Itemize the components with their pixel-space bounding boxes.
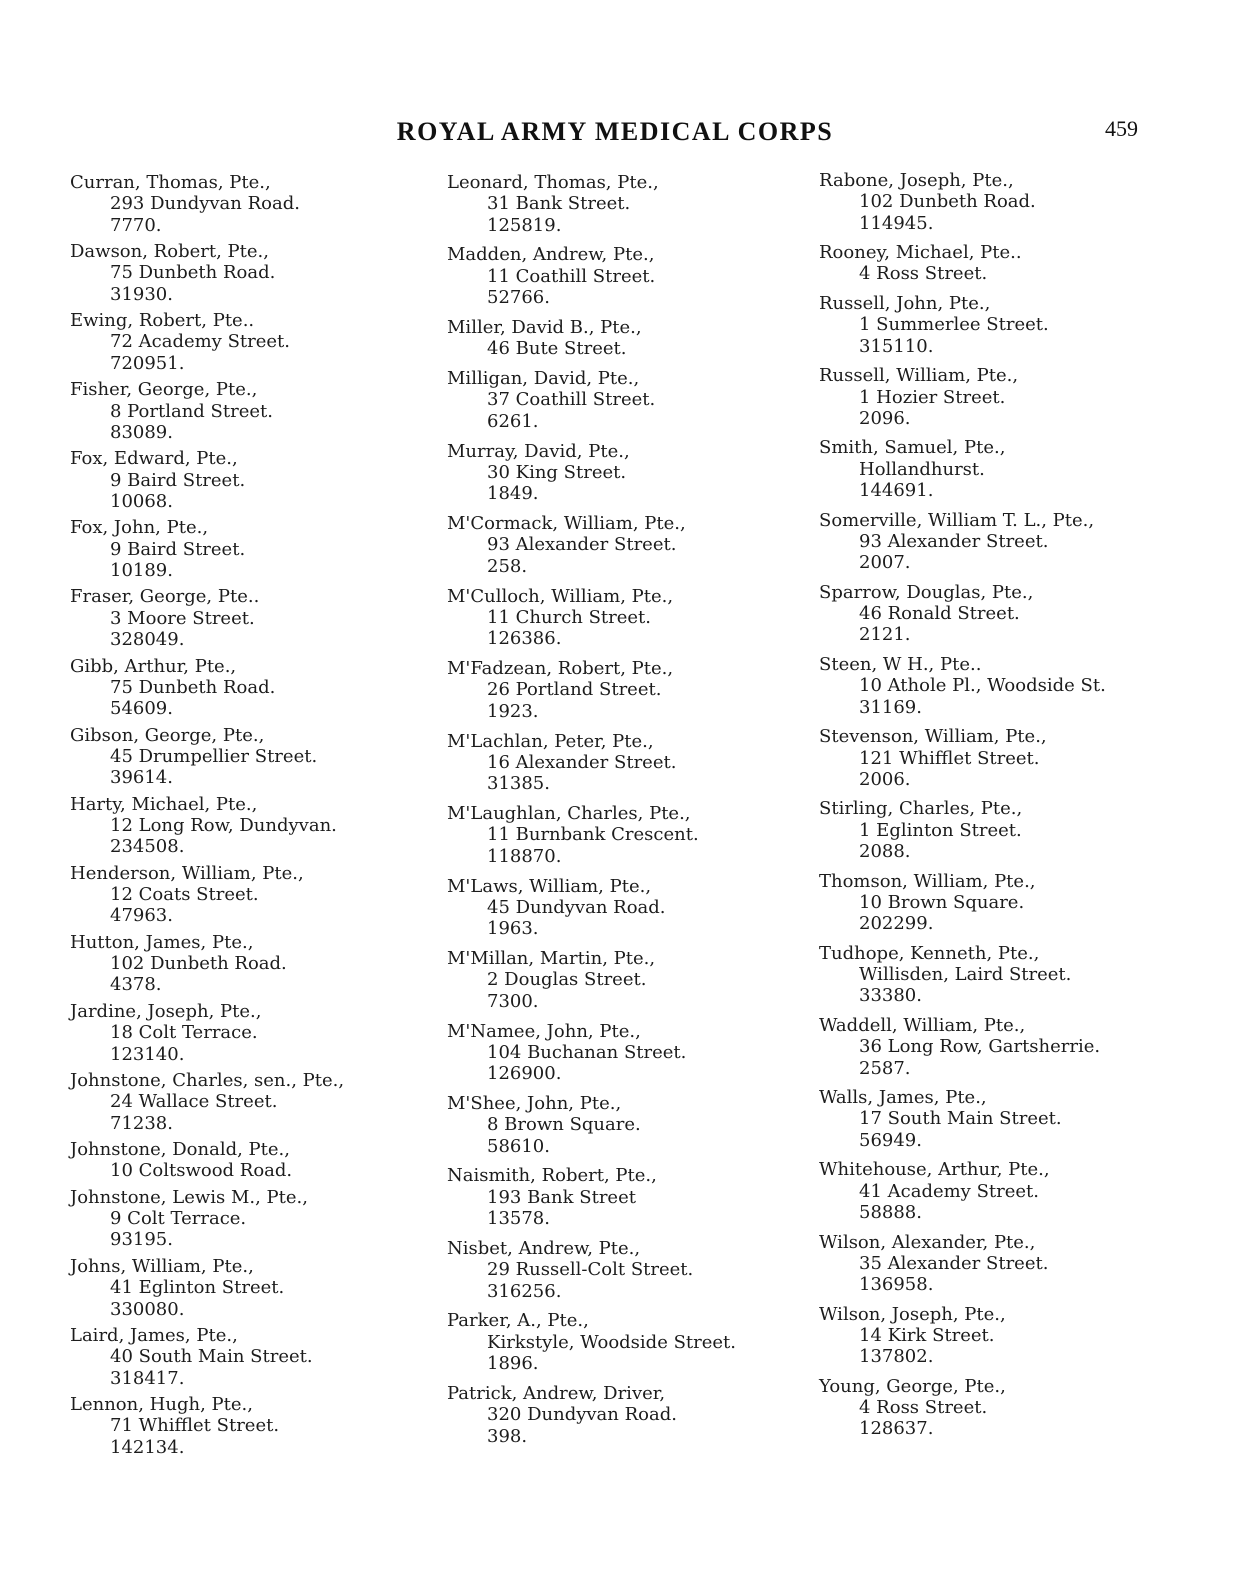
entry-name: Stirling, Charles, Pte., xyxy=(819,798,1023,820)
roll-entry xyxy=(445,1383,736,1447)
entry-service-number: 47963. xyxy=(110,905,173,927)
roll-entry xyxy=(445,1238,736,1302)
entry-service-number: 31385. xyxy=(487,773,550,795)
entry-name: Naismith, Robert, Pte., xyxy=(447,1165,657,1187)
entry-name: Fraser, George, Pte.. xyxy=(70,586,260,608)
entry-name: Lennon, Hugh, Pte., xyxy=(70,1394,253,1416)
entry-service-number: 56949. xyxy=(859,1129,922,1151)
entry-address: 41 Academy Street. xyxy=(859,1180,1039,1202)
entry-address: Hollandhurst. xyxy=(859,458,985,480)
roll-entry xyxy=(817,1232,1106,1296)
roll-entry xyxy=(68,1325,344,1389)
roll-entry xyxy=(68,1394,344,1458)
roll-entry xyxy=(445,586,736,650)
roll-entry xyxy=(68,1001,344,1065)
entry-service-number: 2007. xyxy=(859,552,911,574)
entry-address: 9 Colt Terrace. xyxy=(110,1208,247,1230)
entry-name: Patrick, Andrew, Driver, xyxy=(447,1382,666,1404)
entry-address: 16 Alexander Street. xyxy=(487,751,677,773)
entry-name: Whitehouse, Arthur, Pte., xyxy=(819,1159,1050,1181)
entry-address: 14 Kirk Street. xyxy=(859,1325,995,1346)
entry-address: 17 South Main Street. xyxy=(859,1108,1062,1130)
entry-name: Johnstone, Charles, sen., Pte., xyxy=(70,1070,345,1092)
entry-service-number: 33380. xyxy=(859,985,922,1007)
entry-name: Smith, Samuel, Pte., xyxy=(819,437,1006,459)
entry-service-number: 318417. xyxy=(110,1367,185,1389)
entry-name: M'Shee, John, Pte., xyxy=(447,1093,622,1114)
entry-service-number: 71238. xyxy=(110,1112,173,1134)
roll-entry xyxy=(68,794,344,858)
entry-name: Murray, David, Pte., xyxy=(447,440,630,462)
entry-service-number: 2096. xyxy=(859,407,911,429)
entry-service-number: 126900. xyxy=(487,1063,562,1085)
entry-service-number: 125819. xyxy=(487,214,562,236)
roll-entry xyxy=(68,656,344,720)
entry-name: Fox, Edward, Pte., xyxy=(70,448,238,470)
entry-name: Russell, John, Pte., xyxy=(819,293,991,315)
entry-name: M'Laughlan, Charles, Pte., xyxy=(447,803,691,825)
entry-name: Hutton, James, Pte., xyxy=(70,931,254,953)
entry-name: Leonard, Thomas, Pte., xyxy=(447,172,659,193)
entry-address: 46 Bute Street. xyxy=(487,338,627,360)
entry-name: M'Cormack, William, Pte., xyxy=(447,513,686,535)
roll-entry xyxy=(817,726,1106,790)
roll-entry xyxy=(817,242,1106,285)
roll-entry xyxy=(817,1087,1106,1151)
entry-service-number: 39614. xyxy=(110,767,173,789)
entry-address: Kirkstyle, Woodside Street. xyxy=(487,1331,737,1353)
roll-entry xyxy=(445,513,736,577)
entry-address: 10 Coltswood Road. xyxy=(110,1160,293,1182)
entry-name: Rabone, Joseph, Pte., xyxy=(819,170,1014,191)
entry-name: Gibson, George, Pte., xyxy=(70,724,265,746)
entry-service-number: 6261. xyxy=(487,410,539,432)
entry-name: Thomson, William, Pte., xyxy=(819,870,1036,892)
entry-name: Johnstone, Lewis M., Pte., xyxy=(70,1186,308,1208)
entry-address: 37 Coathill Street. xyxy=(487,389,656,411)
roll-entry xyxy=(445,658,736,722)
entry-address: 4 Ross Street. xyxy=(859,1397,988,1419)
entry-name: Ewing, Robert, Pte.. xyxy=(70,310,255,332)
entry-name: Gibb, Arthur, Pte., xyxy=(70,655,237,677)
entry-service-number: 144691. xyxy=(859,480,934,502)
entry-address: 104 Buchanan Street. xyxy=(487,1041,687,1063)
roll-entry xyxy=(445,948,736,1012)
entry-service-number: 10189. xyxy=(110,559,173,581)
entry-address: 12 Long Row, Dundyvan. xyxy=(110,815,337,836)
entry-service-number: 136958. xyxy=(859,1274,934,1296)
entry-service-number: 1963. xyxy=(487,918,539,940)
entry-address: 41 Eglinton Street. xyxy=(110,1277,285,1299)
entry-address: 102 Dunbeth Road. xyxy=(859,191,1036,213)
entry-address: 11 Church Street. xyxy=(487,606,652,628)
entry-service-number: 330080. xyxy=(110,1298,185,1320)
roll-entry xyxy=(445,441,736,505)
roll-entry xyxy=(445,317,736,360)
roll-entry xyxy=(68,1070,344,1134)
entry-address: 46 Ronald Street. xyxy=(859,603,1020,625)
entry-address: 11 Burnbank Crescent. xyxy=(487,824,699,846)
entry-service-number: 83089. xyxy=(110,421,173,443)
roll-entry xyxy=(817,170,1106,234)
entry-name: Somerville, William T. L., Pte., xyxy=(819,509,1095,531)
roll-entry xyxy=(68,1187,344,1251)
entry-name: Madden, Andrew, Pte., xyxy=(447,244,655,266)
roll-entry xyxy=(817,943,1106,1007)
entry-service-number: 316256. xyxy=(487,1280,562,1302)
entry-address: 93 Alexander Street. xyxy=(487,534,677,556)
entry-address: 193 Bank Street xyxy=(487,1186,636,1208)
entry-name: Henderson, William, Pte., xyxy=(70,862,304,884)
entry-service-number: 54609. xyxy=(110,698,173,720)
entry-address: 45 Dundyvan Road. xyxy=(487,896,666,918)
entry-service-number: 202299. xyxy=(859,913,934,935)
entry-service-number: 137802. xyxy=(859,1346,934,1368)
entry-address: 320 Dundyvan Road. xyxy=(487,1404,677,1426)
entry-address: 12 Coats Street. xyxy=(110,884,259,906)
roll-entry xyxy=(445,1165,736,1229)
roll-entry xyxy=(68,379,344,443)
entry-service-number: 10068. xyxy=(110,490,173,512)
entry-name: Johnstone, Donald, Pte., xyxy=(70,1139,290,1161)
entry-name: Stevenson, William, Pte., xyxy=(819,726,1047,748)
entry-address: 35 Alexander Street. xyxy=(859,1252,1049,1274)
entry-address: 29 Russell-Colt Street. xyxy=(487,1259,694,1281)
entry-name: Curran, Thomas, Pte., xyxy=(70,172,271,193)
entry-service-number: 31169. xyxy=(859,696,922,718)
entry-service-number: 2121. xyxy=(859,624,911,646)
roll-entry xyxy=(817,437,1106,501)
entry-service-number: 31930. xyxy=(110,283,173,305)
entry-service-number: 128637. xyxy=(859,1418,934,1440)
roll-entry xyxy=(445,731,736,795)
roll-entry xyxy=(445,876,736,940)
roll-entry xyxy=(68,517,344,581)
entry-name: Walls, James, Pte., xyxy=(819,1087,987,1109)
entry-service-number: 1849. xyxy=(487,483,539,505)
entry-service-number: 114945. xyxy=(859,212,934,234)
page-title: ROYAL ARMY MEDICAL CORPS xyxy=(396,117,834,146)
roll-entry xyxy=(68,448,344,512)
roll-entry xyxy=(817,365,1106,429)
entry-service-number: 7300. xyxy=(487,990,539,1012)
roll-entry xyxy=(817,1376,1106,1440)
entry-name: Russell, William, Pte., xyxy=(819,365,1019,387)
entry-name: Waddell, William, Pte., xyxy=(819,1014,1026,1036)
entry-service-number: 1923. xyxy=(487,700,539,722)
roll-entry xyxy=(445,172,736,236)
entry-name: M'Millan, Martin, Pte., xyxy=(447,948,656,970)
entry-service-number: 1896. xyxy=(487,1353,539,1375)
entry-address: 8 Portland Street. xyxy=(110,400,273,422)
roll-entry xyxy=(445,368,736,432)
roll-entry xyxy=(445,803,736,867)
roll-entry xyxy=(817,871,1106,935)
entry-address: 1 Eglinton Street. xyxy=(859,819,1022,841)
entry-address: 72 Academy Street. xyxy=(110,331,290,353)
entry-address: 36 Long Row, Gartsherrie. xyxy=(859,1036,1101,1058)
entry-address: 1 Hozier Street. xyxy=(859,386,1006,408)
column-2 xyxy=(445,172,736,1455)
entry-address: Willisden, Laird Street. xyxy=(859,964,1072,986)
roll-entry xyxy=(817,1015,1106,1079)
roll-entry xyxy=(817,1159,1106,1223)
entry-name: Johns, William, Pte., xyxy=(70,1255,254,1277)
roll-entry xyxy=(817,582,1106,646)
entry-address: 75 Dunbeth Road. xyxy=(110,262,276,284)
entry-name: Young, George, Pte., xyxy=(819,1375,1006,1397)
entry-address: 8 Brown Square. xyxy=(487,1114,641,1136)
roll-entry xyxy=(68,1139,344,1182)
entry-name: Dawson, Robert, Pte., xyxy=(70,241,269,263)
entry-address: 40 South Main Street. xyxy=(110,1346,313,1368)
roll-entry xyxy=(68,725,344,789)
roll-entry xyxy=(68,1256,344,1320)
entry-address: 26 Portland Street. xyxy=(487,679,662,701)
roll-entry xyxy=(817,510,1106,574)
roll-entry xyxy=(445,244,736,308)
entry-service-number: 398. xyxy=(487,1425,528,1447)
entry-address: 93 Alexander Street. xyxy=(859,530,1049,552)
roll-entry xyxy=(68,310,344,374)
entry-name: Wilson, Joseph, Pte., xyxy=(819,1303,1006,1325)
entry-address: 31 Bank Street. xyxy=(487,193,631,215)
entry-address: 30 King Street. xyxy=(487,461,627,483)
entry-address: 3 Moore Street. xyxy=(110,607,255,629)
entry-service-number: 328049. xyxy=(110,629,185,651)
entry-address: 121 Whifflet Street. xyxy=(859,747,1040,769)
entry-address: 71 Whifflet Street. xyxy=(110,1415,280,1437)
entry-address: 102 Dunbeth Road. xyxy=(110,953,287,975)
entry-service-number: 126386. xyxy=(487,628,562,650)
entry-name: Sparrow, Douglas, Pte., xyxy=(819,581,1034,603)
entry-address: 11 Coathill Street. xyxy=(487,265,656,287)
entry-name: Harty, Michael, Pte., xyxy=(70,793,258,815)
roll-entry xyxy=(817,293,1106,357)
entry-address: 10 Athole Pl., Woodside St. xyxy=(859,675,1106,697)
entry-service-number: 142134. xyxy=(110,1436,185,1458)
page-number: 459 xyxy=(1105,116,1138,141)
entry-service-number: 58610. xyxy=(487,1135,550,1157)
entry-service-number: 2587. xyxy=(859,1057,911,1079)
entry-address: 4 Ross Street. xyxy=(859,263,988,285)
entry-name: Rooney, Michael, Pte.. xyxy=(819,242,1022,264)
roll-entry xyxy=(68,586,344,650)
roll-entry xyxy=(817,1304,1106,1368)
entry-service-number: 2006. xyxy=(859,768,911,790)
entry-service-number: 315110. xyxy=(859,335,934,357)
entry-address: 75 Dunbeth Road. xyxy=(110,676,276,698)
entry-name: Nisbet, Andrew, Pte., xyxy=(447,1237,641,1259)
roll-entry xyxy=(445,1310,736,1374)
entry-service-number: 58888. xyxy=(859,1201,922,1223)
entry-name: Wilson, Alexander, Pte., xyxy=(819,1231,1036,1253)
roll-entry xyxy=(445,1021,736,1085)
entry-address: 2 Douglas Street. xyxy=(487,969,647,991)
entry-name: Jardine, Joseph, Pte., xyxy=(70,1000,262,1022)
entry-address: 293 Dundyvan Road. xyxy=(110,193,300,215)
roll-entry xyxy=(68,863,344,927)
entry-service-number: 118870. xyxy=(487,845,562,867)
column-3 xyxy=(817,170,1106,1448)
entry-name: M'Namee, John, Pte., xyxy=(447,1020,641,1042)
entry-service-number: 2088. xyxy=(859,840,911,862)
entry-service-number: 234508. xyxy=(110,836,185,858)
entry-name: M'Lachlan, Peter, Pte., xyxy=(447,730,654,752)
roll-entry xyxy=(817,654,1106,718)
entry-service-number: 123140. xyxy=(110,1043,185,1065)
entry-address: 9 Baird Street. xyxy=(110,469,246,491)
entry-service-number: 720951. xyxy=(110,352,185,374)
entry-address: 10 Brown Square. xyxy=(859,891,1025,913)
entry-address: 1 Summerlee Street. xyxy=(859,314,1049,336)
entry-name: M'Culloch, William, Pte., xyxy=(447,585,674,607)
entry-service-number: 13578. xyxy=(487,1208,550,1230)
entry-name: M'Laws, William, Pte., xyxy=(447,875,652,897)
entry-address: 45 Drumpellier Street. xyxy=(110,745,318,767)
entry-service-number: 93195. xyxy=(110,1229,173,1251)
entry-name: Steen, W H., Pte.. xyxy=(819,654,982,676)
entry-service-number: 258. xyxy=(487,555,528,577)
entry-service-number: 7770. xyxy=(110,214,162,236)
entry-service-number: 4378. xyxy=(110,974,162,996)
roll-entry xyxy=(817,798,1106,862)
entry-address: 9 Baird Street. xyxy=(110,538,246,560)
entry-name: Laird, James, Pte., xyxy=(70,1325,238,1347)
entry-name: Fox, John, Pte., xyxy=(70,517,209,539)
entry-name: Milligan, David, Pte., xyxy=(447,368,640,390)
entry-name: Miller, David B., Pte., xyxy=(447,316,642,338)
entry-name: Tudhope, Kenneth, Pte., xyxy=(819,942,1040,964)
entry-name: Fisher, George, Pte., xyxy=(70,379,258,401)
roll-entry xyxy=(68,932,344,996)
entry-address: 18 Colt Terrace. xyxy=(110,1022,258,1044)
entry-name: M'Fadzean, Robert, Pte., xyxy=(447,658,674,680)
entry-name: Parker, A., Pte., xyxy=(447,1310,589,1332)
roll-entry xyxy=(68,172,344,236)
roll-entry xyxy=(445,1093,736,1157)
entry-address: 24 Wallace Street. xyxy=(110,1091,278,1113)
roll-entry xyxy=(68,241,344,305)
column-1 xyxy=(68,172,344,1463)
entry-service-number: 52766. xyxy=(487,287,550,309)
